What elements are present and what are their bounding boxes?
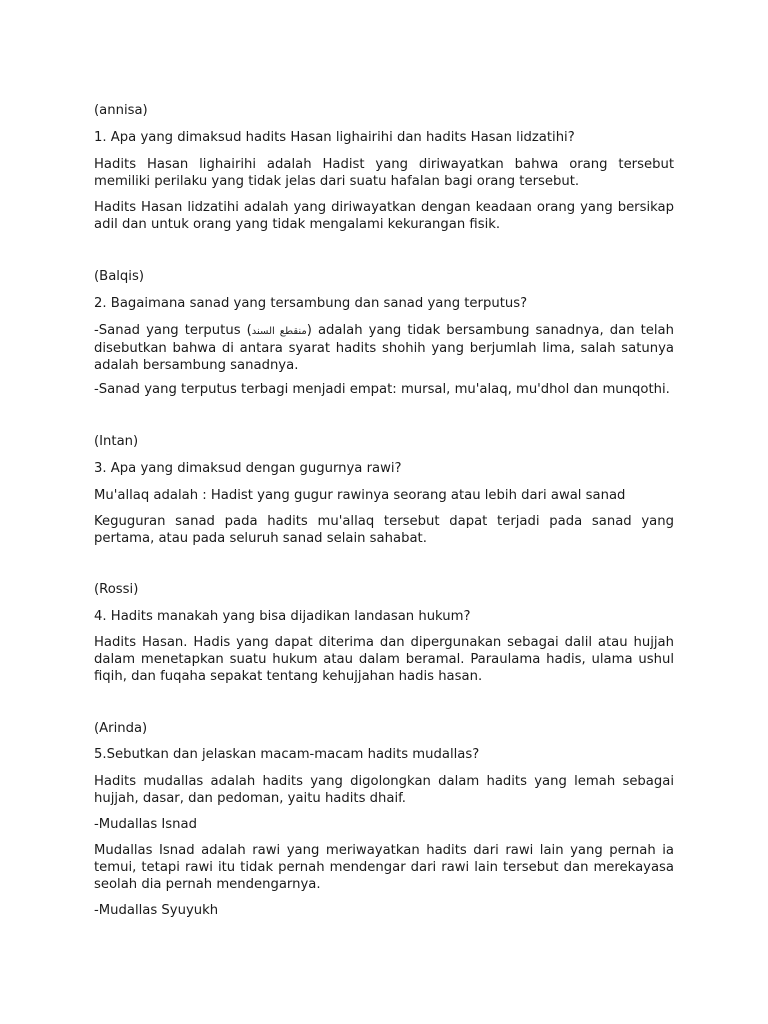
section-3-answer-1: Mu'allaq adalah : Hadist yang gugur rawinya seorang atau lebih dari awal sanad (94, 488, 626, 503)
section-1-answer-2: Hadits Hasan lidzatihi adalah yang diriwayatkan dengan keadaan orang yang bersikap adil dan untuk orang yang tidak mengalami kekurangan fisik. (94, 200, 674, 232)
section-1-answer-1: Hadits Hasan lighairihi adalah Hadist yang diriwayatkan bahwa orang tersebut memiliki perilaku yang tidak jelas dari suatu hafalan bagi orang tersebut. (94, 157, 674, 189)
section-4-question: 4. Hadits manakah yang bisa dijadikan landasan hukum? (94, 609, 471, 624)
section-1-author: (annisa) (94, 103, 148, 118)
section-5-subheading-isnad: -Mudallas Isnad (94, 817, 197, 832)
section-1-question: 1. Apa yang dimaksud hadits Hasan lighairihi dan hadits Hasan lidzatihi? (94, 130, 575, 145)
section-5-subheading-syuyukh: -Mudallas Syuyukh (94, 903, 219, 918)
arabic-term: منقطع السند (251, 326, 307, 337)
section-2-answer-2: -Sanad yang terputus terbagi menjadi empat: mursal, mu'alaq, mu'dhol dan munqothi. (94, 382, 670, 397)
section-3-answer-2: Keguguran sanad pada hadits mu'allaq tersebut dapat terjadi pada sanad yang pertama, atau pada seluruh sanad selain sahabat. (94, 514, 674, 546)
section-3-question: 3. Apa yang dimaksud dengan gugurnya rawi? (94, 461, 402, 476)
section-3-author: (Intan) (94, 434, 139, 449)
section-2-author: (Balqis) (94, 269, 144, 284)
section-2-question: 2. Bagaimana sanad yang tersambung dan sanad yang terputus? (94, 296, 528, 311)
section-5-answer-isnad: Mudallas Isnad adalah rawi yang meriwayatkan hadits dari rawi lain yang pernah ia temui, tetapi rawi itu tidak pernah mendengar dari rawi lain tersebut dan merekayasa seolah dia pernah mendengarnya. (94, 843, 674, 892)
section-5-question: 5.Sebutkan dan jelaskan macam-macam hadits mudallas? (94, 747, 480, 762)
answer-prefix: -Sanad yang terputus ( (94, 323, 252, 338)
section-4-answer-1: Hadits Hasan. Hadis yang dapat diterima dan dipergunakan sebagai dalil atau hujjah dalam menetapkan suatu hukum atau dalam beramal. Paraulama hadis, ulama ushul fiqih, dan fuqaha sepakat tentang kehujjahan hadis hasan. (94, 635, 674, 684)
section-2-answer-1 (94, 322, 674, 374)
section-5-author: (Arinda) (94, 721, 148, 736)
answer-suffix: ) adalah yang tidak bersambung sanadnya, dan telah disebutkan bahwa di antara syarat hadits shohih yang berjumlah lima, salah satunya adalah bersambung sanadnya. (94, 323, 674, 373)
section-5-answer-1: Hadits mudallas adalah hadits yang digolongkan dalam hadits yang lemah sebagai hujjah, dasar, dan pedoman, yaitu hadits dhaif. (94, 774, 674, 806)
section-4-author: (Rossi) (94, 582, 139, 597)
